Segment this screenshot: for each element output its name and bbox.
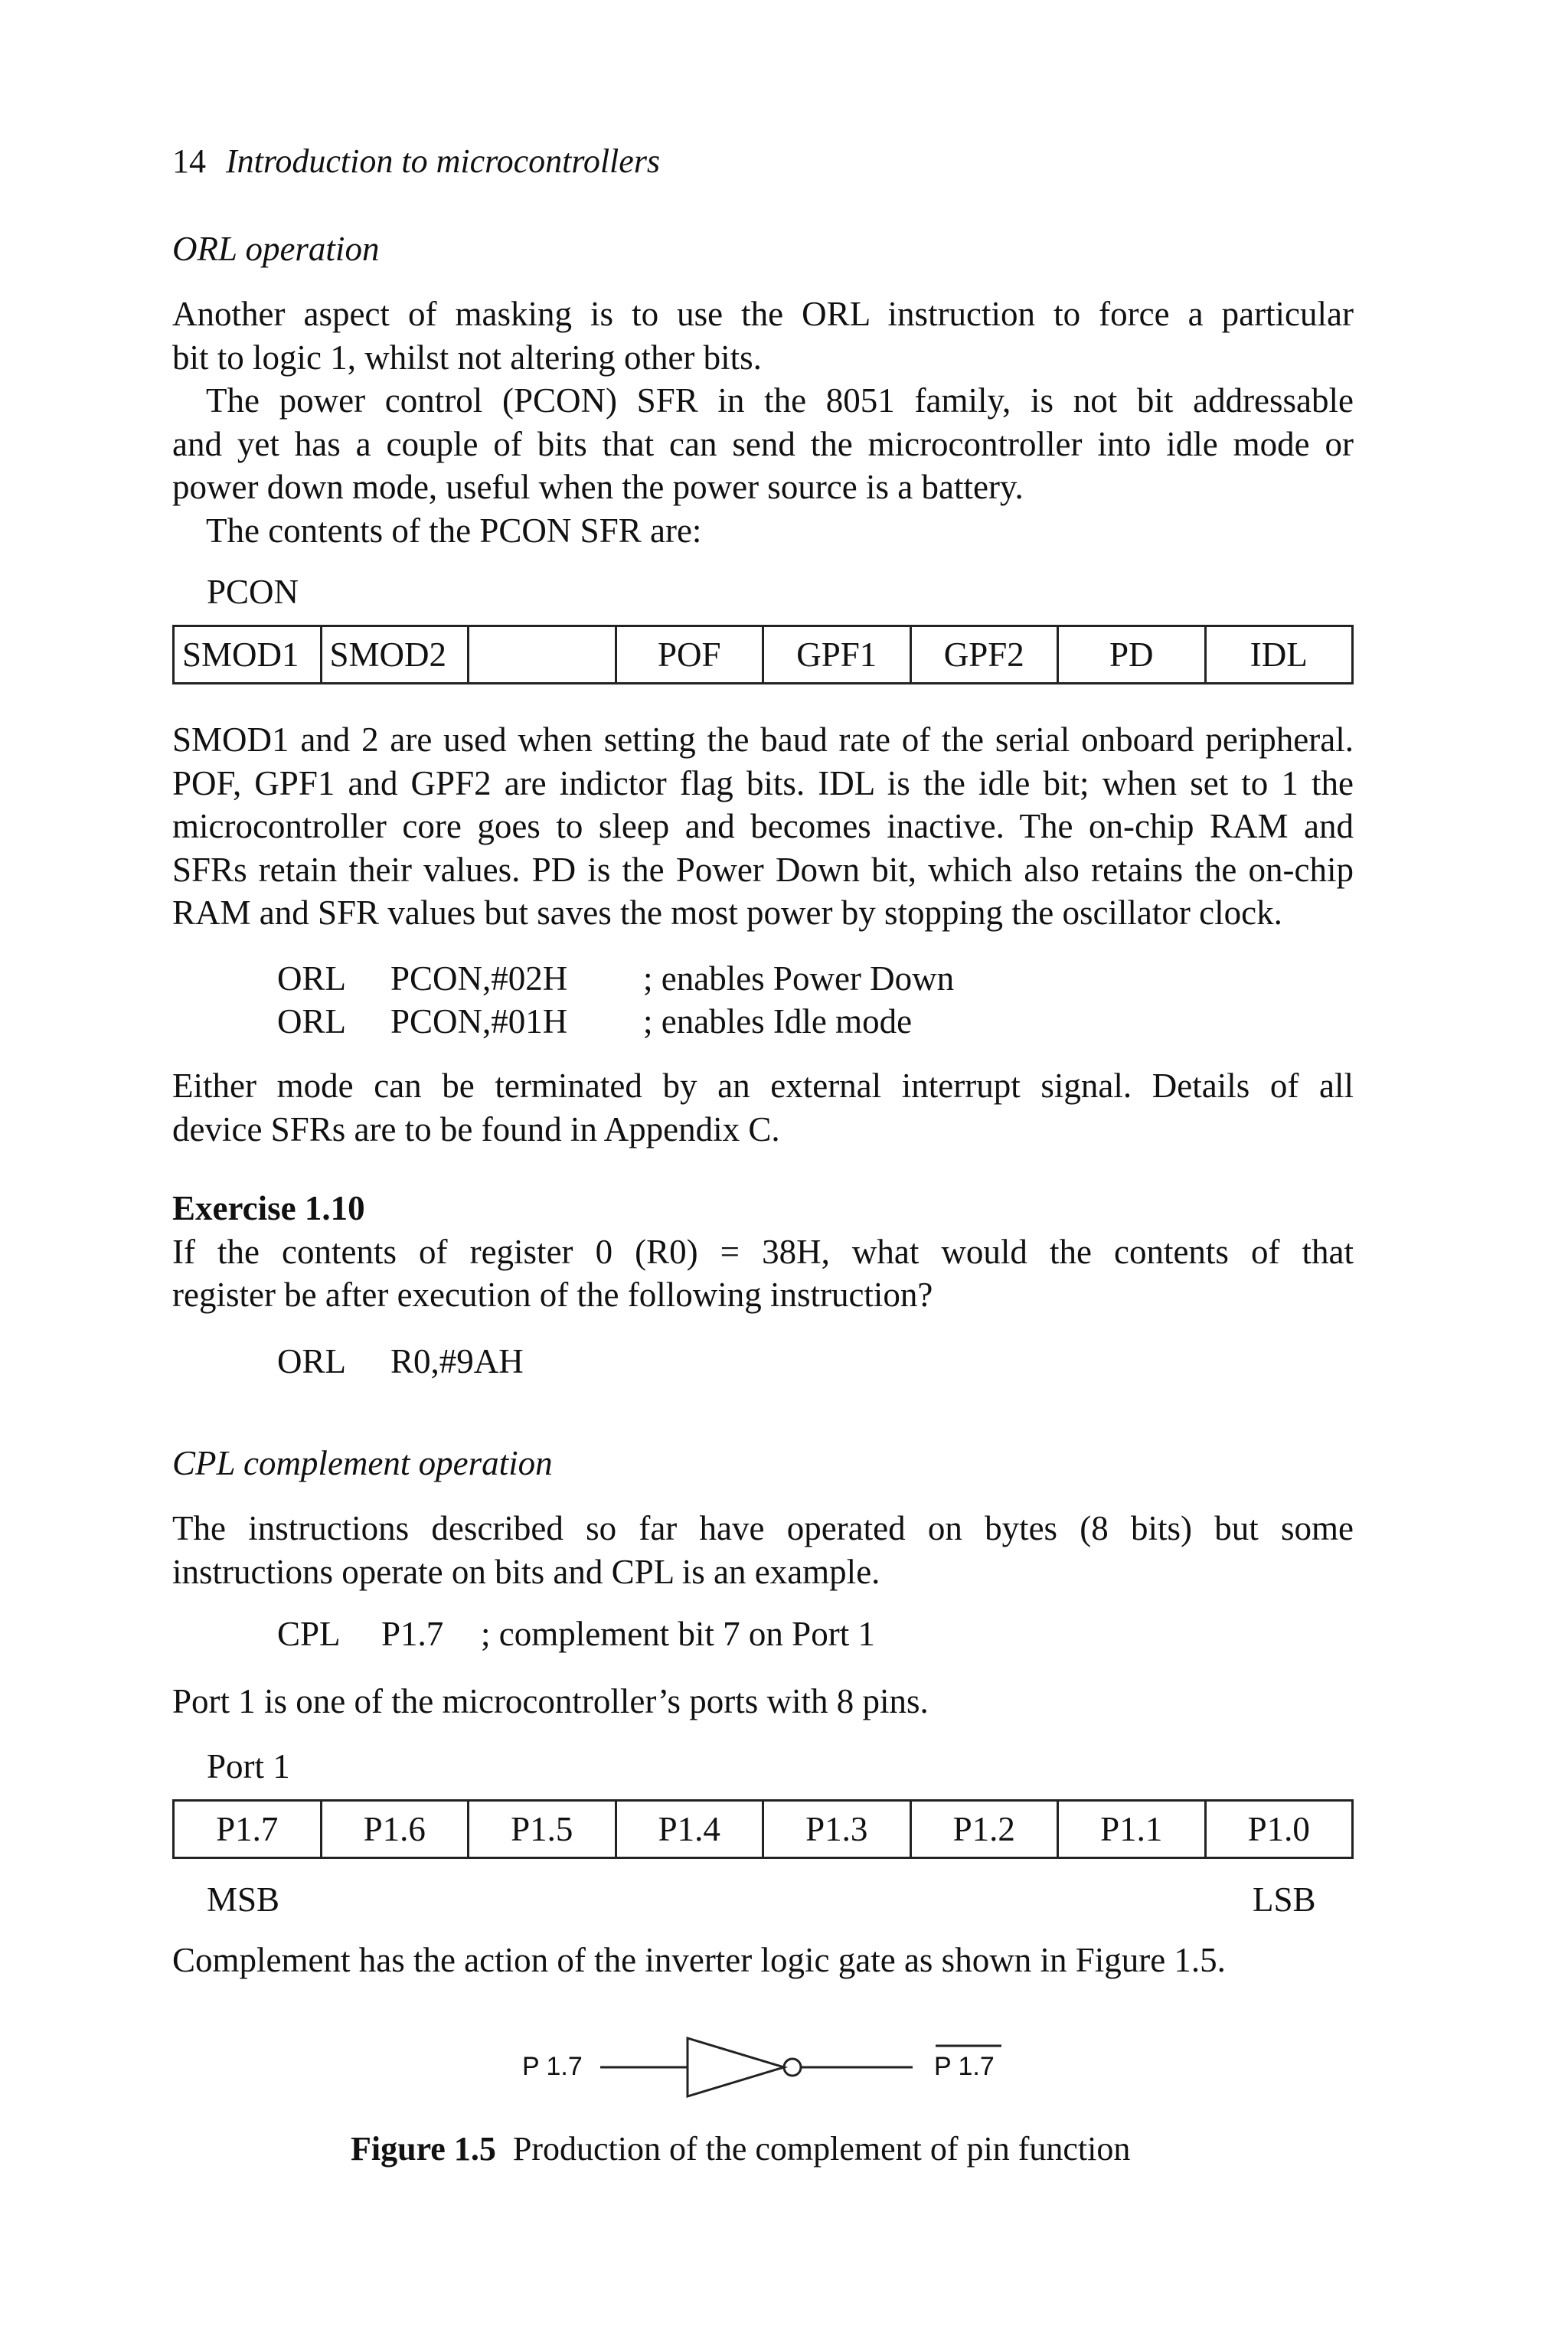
orl-paragraph-1: [172, 292, 1354, 552]
code-line: [277, 1000, 954, 1043]
text-line: microcontroller core goes to sleep and becomes inactive. The on-chip RAM and: [172, 807, 1354, 845]
cpl-code: [277, 1612, 875, 1655]
text-line: device SFRs are to be found in Appendix C.: [172, 1109, 780, 1148]
text-line: and yet has a couple of bits that can send the microcontroller into idle mode or: [172, 424, 1354, 463]
code-op: CPL: [277, 1615, 341, 1653]
port-bit: P1.6: [321, 1801, 469, 1858]
code-op: ORL: [277, 1342, 346, 1380]
code-op: ORL: [277, 959, 346, 998]
code-arg: PCON,#01H: [390, 1002, 568, 1041]
pcon-bit: PD: [1058, 626, 1206, 684]
cpl-paragraph-1: [172, 1507, 1354, 1593]
port-bit: P1.2: [910, 1801, 1058, 1858]
port-bit: P1.5: [469, 1801, 616, 1858]
text-line: bit to logic 1, whilst not altering other bits.: [172, 338, 762, 377]
inverter-gate-figure: [521, 2027, 1026, 2104]
text-line: If the contents of register 0 (R0) = 38H, what would the contents of that: [172, 1232, 1354, 1271]
text-line: POF, GPF1 and GPF2 are indictor flag bits. IDL is the idle bit; when set to 1 the: [172, 763, 1354, 802]
text-line: register be after execution of the following instruction?: [172, 1276, 933, 1314]
text-line: Port 1 is one of the microcontroller’s ports with 8 pins.: [172, 1682, 929, 1720]
pcon-register-table: [172, 625, 1354, 684]
exercise-block: [172, 1187, 1354, 1317]
port-bit: P1.3: [763, 1801, 911, 1858]
text-line: The contents of the PCON SFR are:: [206, 511, 702, 550]
pcon-bit: GPF1: [763, 626, 911, 684]
text-line: The instructions described so far have operated on bytes (8 bits) but some: [172, 1509, 1354, 1547]
section-heading-cpl: CPL complement operation: [172, 1444, 553, 1482]
running-head: [172, 139, 660, 184]
text-line: SFRs retain their values. PD is the Power Down bit, which also retains the on-chip: [172, 850, 1354, 889]
inverter-output-label: P 1.7: [934, 2052, 995, 2081]
code-op: ORL: [277, 1002, 346, 1041]
code-line: [277, 1612, 875, 1655]
code-line: [277, 1340, 524, 1383]
inverter-triangle: [688, 2038, 784, 2096]
orl-paragraph-4: [172, 718, 1354, 935]
orl-code-block: [277, 957, 954, 1043]
text-line: SMOD1 and 2 are used when setting the baud rate of the serial onboard peripheral.: [172, 720, 1354, 759]
port-bit: P1.4: [616, 1801, 763, 1858]
code-comment: ; complement bit 7 on Port 1: [481, 1615, 875, 1653]
inverter-input-label: P 1.7: [522, 2052, 583, 2081]
text-line: Another aspect of masking is to use the ORL instruction to force a particular: [172, 295, 1354, 333]
port-bit: P1.1: [1058, 1801, 1206, 1858]
code-arg: R0,#9AH: [390, 1342, 524, 1380]
code-arg: PCON,#02H: [390, 959, 568, 998]
port-bit: P1.0: [1205, 1801, 1353, 1858]
figure-caption-text: Production of the complement of pin function: [512, 2130, 1131, 2168]
code-comment: ; enables Power Down: [643, 959, 955, 998]
pcon-bit: IDL: [1205, 626, 1353, 684]
pcon-bit: SMOD1: [174, 626, 322, 684]
text-line: instructions operate on bits and CPL is an example.: [172, 1552, 880, 1591]
exercise-title: Exercise 1.10: [172, 1189, 365, 1227]
port1-register-label: Port 1: [207, 1747, 290, 1785]
pcon-bit: GPF2: [910, 626, 1058, 684]
text-line: The power control (PCON) SFR in the 8051 family, is not bit addressable: [206, 381, 1354, 420]
port-bit: P1.7: [174, 1801, 322, 1858]
pcon-register-label: PCON: [207, 573, 299, 611]
figure-caption: [351, 2127, 1130, 2171]
section-heading-orl: ORL operation: [172, 230, 380, 268]
figure-number: Figure 1.5: [351, 2130, 496, 2168]
text-line: RAM and SFR values but saves the most power by stopping the oscillator clock.: [172, 894, 1282, 932]
code-line: [277, 957, 954, 1000]
text-line: power down mode, useful when the power source is a battery.: [172, 468, 1024, 506]
text-line: Either mode can be terminated by an external interrupt signal. Details of all: [172, 1067, 1354, 1105]
text-line: Complement has the action of the inverter logic gate as shown in Figure 1.5.: [172, 1941, 1226, 1979]
page-number: 14: [172, 142, 206, 180]
cpl-paragraph-3: [172, 1939, 1354, 1982]
running-title: Introduction to microcontrollers: [226, 142, 661, 180]
pcon-bit: POF: [616, 626, 763, 684]
port1-register-table: [172, 1799, 1354, 1859]
pcon-bit: SMOD2: [321, 626, 469, 684]
orl-paragraph-5: [172, 1064, 1354, 1151]
cpl-paragraph-2: [172, 1680, 1354, 1723]
pcon-bit: [469, 626, 616, 684]
code-comment: ; enables Idle mode: [643, 1002, 913, 1041]
lsb-label: LSB: [1253, 1880, 1316, 1919]
exercise-code: [277, 1340, 524, 1383]
msb-label: MSB: [207, 1880, 280, 1919]
code-arg: P1.7: [381, 1615, 444, 1653]
